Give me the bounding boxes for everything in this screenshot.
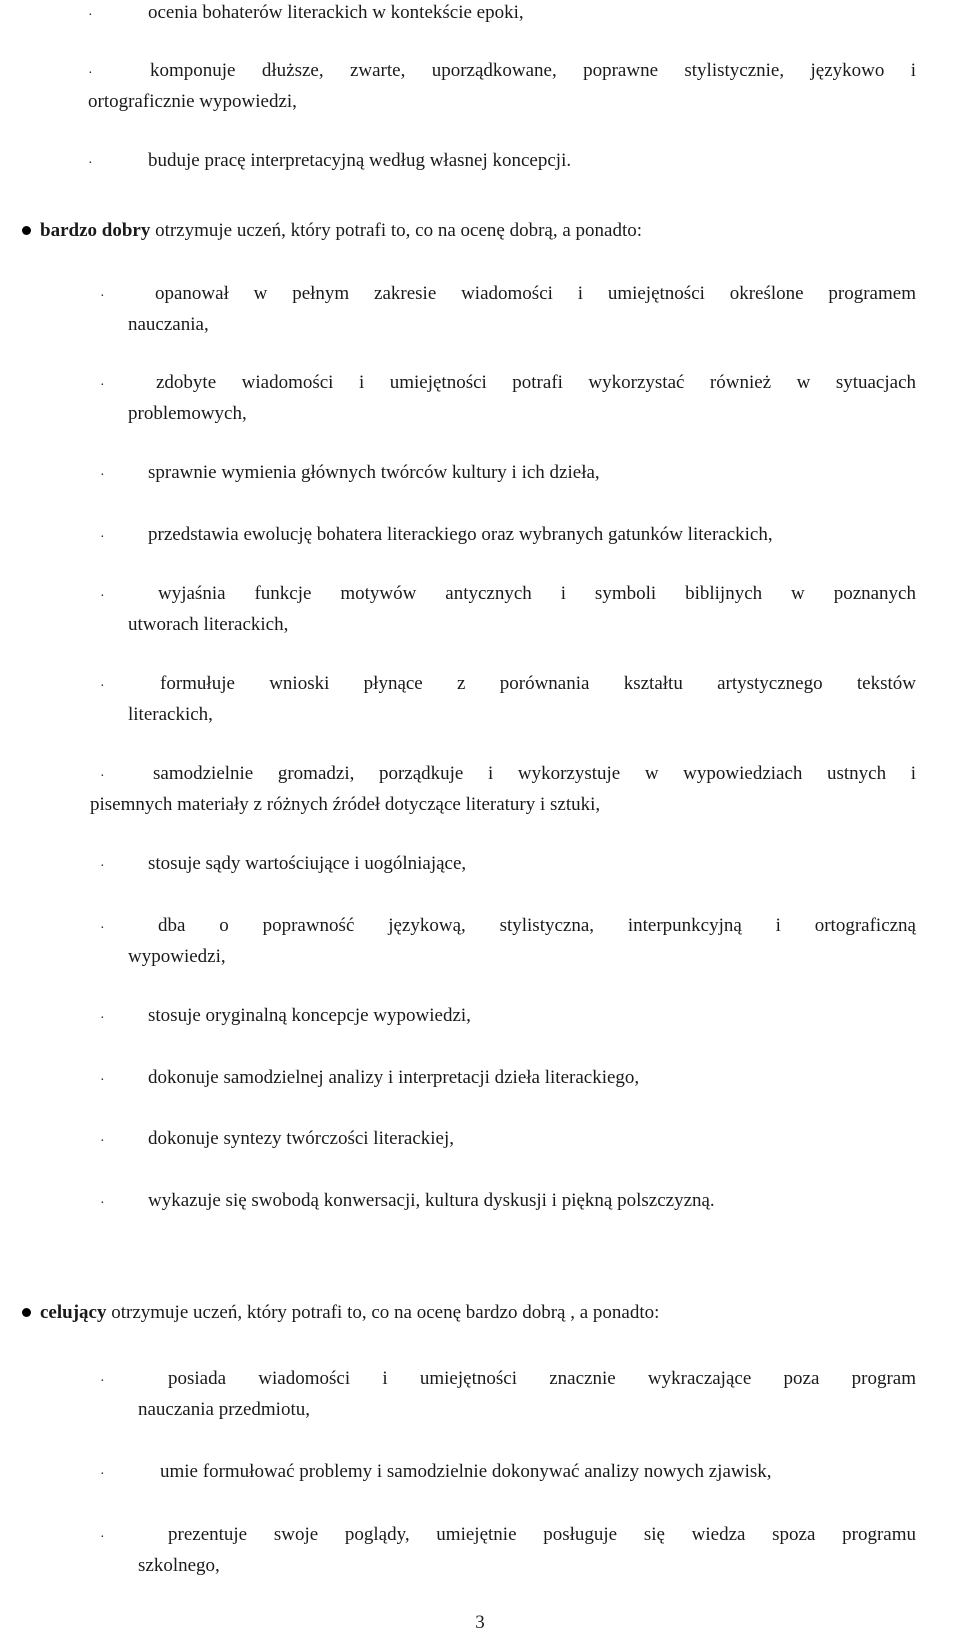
grade-heading-bardzo-dobry <box>40 215 642 246</box>
list-dot: · <box>88 66 93 81</box>
list-item-continuation: literackich, <box>128 704 213 725</box>
list-dot: · <box>100 1073 105 1088</box>
list-dot: · <box>100 1196 105 1211</box>
list-item: dba o poprawność językową, stylistyczna, interpunkcyjną i ortograficzną <box>158 915 916 936</box>
list-item-continuation: nauczania przedmiotu, <box>138 1399 310 1420</box>
list-item-continuation: ortograficznie wypowiedzi, <box>88 91 297 112</box>
list-item: ocenia bohaterów literackich w kontekście epoki, <box>148 2 524 23</box>
list-item: komponuje dłuższe, zwarte, uporządkowane, poprawne stylistycznie, językowo i <box>150 60 916 81</box>
list-item: stosuje oryginalną koncepcje wypowiedzi, <box>148 1005 471 1026</box>
list-dot: · <box>100 679 105 694</box>
list-dot: · <box>100 921 105 936</box>
list-item: sprawnie wymienia głównych twórców kultury i ich dzieła, <box>148 462 600 483</box>
list-dot: · <box>100 530 105 545</box>
list-item: dokonuje samodzielnej analizy i interpretacji dzieła literackiego, <box>148 1067 640 1088</box>
list-item: umie formułować problemy i samodzielnie dokonywać analizy nowych zjawisk, <box>160 1461 772 1482</box>
list-item-continuation: szkolnego, <box>138 1555 220 1576</box>
list-dot: · <box>88 8 93 23</box>
grade-name: bardzo dobry <box>40 220 151 241</box>
list-item: posiada wiadomości i umiejętności znacznie wykraczające poza program <box>168 1368 916 1389</box>
list-dot: · <box>100 1134 105 1149</box>
grade-name: celujący <box>40 1302 107 1323</box>
list-item-continuation: utworach literackich, <box>128 614 289 635</box>
list-item-continuation: wypowiedzi, <box>128 946 226 967</box>
page-number: 3 <box>475 1612 485 1633</box>
list-item-continuation: nauczania, <box>128 314 209 335</box>
list-item-continuation: problemowych, <box>128 403 247 424</box>
list-item: zdobyte wiadomości i umiejętności potrafi wykorzystać również w sytuacjach <box>156 372 916 393</box>
list-item: opanował w pełnym zakresie wiadomości i umiejętności określone programem <box>155 283 916 304</box>
list-dot: · <box>100 1530 105 1545</box>
list-item: prezentuje swoje poglądy, umiejętnie posługuje się wiedza spoza programu <box>168 1524 916 1545</box>
list-dot: · <box>100 378 105 393</box>
bullet-icon <box>22 1308 31 1317</box>
list-dot: · <box>100 589 105 604</box>
list-dot: · <box>100 1011 105 1026</box>
list-dot: · <box>100 859 105 874</box>
list-dot: · <box>100 1374 105 1389</box>
list-dot: · <box>100 468 105 483</box>
list-item: buduje pracę interpretacyjną według własnej koncepcji. <box>148 150 572 171</box>
list-item: dokonuje syntezy twórczości literackiej, <box>148 1128 455 1149</box>
list-dot: · <box>88 156 93 171</box>
grade-description: otrzymuje uczeń, który potrafi to, co na ocenę dobrą, a ponadto: <box>150 220 643 241</box>
list-dot: · <box>100 1467 105 1482</box>
list-item-continuation: pisemnych materiały z różnych źródeł dotyczące literatury i sztuki, <box>90 794 601 815</box>
grade-description: otrzymuje uczeń, który potrafi to, co na ocenę bardzo dobrą , a ponadto: <box>106 1302 660 1323</box>
list-item: samodzielnie gromadzi, porządkuje i wykorzystuje w wypowiedziach ustnych i <box>153 763 916 784</box>
bullet-icon <box>22 226 31 235</box>
list-item: wyjaśnia funkcje motywów antycznych i symboli biblijnych w poznanych <box>158 583 916 604</box>
list-item: wykazuje się swobodą konwersacji, kultura dyskusji i piękną polszczyzną. <box>148 1190 715 1211</box>
grade-heading-celujacy <box>40 1297 659 1328</box>
list-item: przedstawia ewolucję bohatera literackiego oraz wybranych gatunków literackich, <box>148 524 773 545</box>
list-dot: · <box>100 769 105 784</box>
list-item: stosuje sądy wartościujące i uogólniające, <box>148 853 467 874</box>
list-dot: · <box>100 289 105 304</box>
list-item: formułuje wnioski płynące z porównania kształtu artystycznego tekstów <box>160 673 916 694</box>
